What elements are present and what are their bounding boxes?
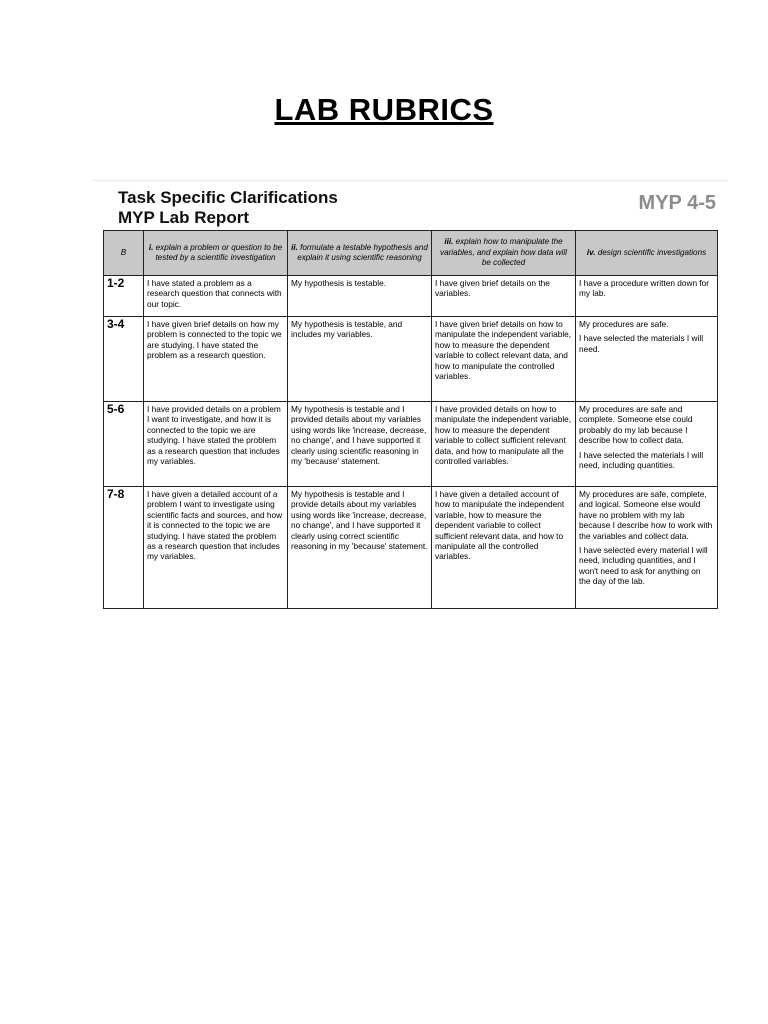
- criterion-number: iii.: [444, 237, 454, 247]
- rubric-header: [92, 180, 728, 228]
- descriptor-cell: My hypothesis is testable, and includes my variables.: [288, 317, 432, 402]
- descriptor-cell: I have given brief details on the variables.: [432, 276, 576, 317]
- band-label: 3-4: [104, 317, 144, 402]
- descriptor-cell: I have given brief details on how to manipulate the independent variable, how to measure the dependent variable to collect relevant data, and how to manipulate the controlled variables.: [432, 317, 576, 402]
- descriptor-cell: I have stated a problem as a research question that connects with our topic.: [144, 276, 288, 317]
- descriptor-cell: [576, 402, 718, 487]
- rubric-subtitle: MYP Lab Report: [118, 208, 249, 227]
- descriptor-cell: [576, 317, 718, 402]
- table-row: [104, 276, 718, 317]
- criterion-text: formulate a testable hypothesis and explain it using scientific reasoning: [297, 242, 428, 262]
- descriptor-cell: I have given brief details on how my problem is connected to the topic we are studying. I have stated the problem as a research question.: [144, 317, 288, 402]
- table-row: [104, 487, 718, 609]
- descriptor-text-extra: I have selected the materials I will need.: [579, 333, 704, 354]
- descriptor-text-extra: I have selected the materials I will need, including quantities.: [579, 449, 704, 471]
- table-row: [104, 317, 718, 402]
- rubric-title: Task Specific Clarifications: [118, 188, 338, 207]
- criterion-header: [288, 231, 432, 276]
- criterion-text: explain a problem or question to be tested by a scientific investigation: [155, 242, 283, 262]
- rubric-table: [103, 230, 718, 609]
- band-label: 5-6: [104, 402, 144, 487]
- table-row: [104, 402, 718, 487]
- descriptor-cell: My hypothesis is testable and I provided details about my variables using words like 'increase, decrease, no change', and I have supported it clearly using scientific reasoning in my 'because' statement.: [288, 402, 432, 487]
- criteria-header-row: [104, 231, 718, 276]
- criterion-header: [432, 231, 576, 276]
- descriptor-cell: I have given a detailed account of how to manipulate the independent variable, how to measure the dependent variable to collect sufficient relevant data, and how to manipulate all the controlled variables.: [432, 487, 576, 609]
- myp-level-label: MYP 4-5: [638, 192, 716, 214]
- criterion-header: [576, 231, 718, 276]
- descriptor-cell: I have provided details on a problem I want to investigate, and how it is connected to the topic we are studying. I have stated the problem as a research question that includes my variables.: [144, 402, 288, 487]
- descriptor-text: My procedures are safe.: [579, 319, 669, 329]
- descriptor-text: I have a procedure written down for my lab.: [579, 278, 710, 299]
- descriptor-cell: I have provided details on how to manipulate the independent variable, how to measure the dependent variable to collect sufficient relevant data, and how to manipulate all the controlled variables.: [432, 402, 576, 487]
- descriptor-text-extra: I have selected every material I will need, including quantities, and I won't need to ask for anything on the day of the lab.: [579, 545, 708, 587]
- band-label: 7-8: [104, 487, 144, 609]
- criterion-number: iv.: [586, 247, 596, 257]
- descriptor-text: My procedures are safe, complete, and logical. Someone else would have no problem with my lab because I describe how to work with the variables and collect data.: [579, 489, 713, 541]
- criterion-text: design scientific investigations: [597, 247, 707, 257]
- descriptor-cell: My hypothesis is testable.: [288, 276, 432, 317]
- descriptor-text: My procedures are safe and complete. Someone else could probably do my lab because I describe how to collect data.: [579, 404, 693, 446]
- descriptor-cell: [576, 276, 718, 317]
- descriptor-cell: [576, 487, 718, 609]
- criterion-number: i.: [148, 242, 154, 252]
- band-label: 1-2: [104, 276, 144, 317]
- page-title: LAB RUBRICS: [274, 92, 494, 127]
- descriptor-cell: My hypothesis is testable and I provide details about my variables using words like 'increase, decrease, no change', and I have supported it clearly using correct scientific reasoning in my 'because' statement.: [288, 487, 432, 609]
- rubric-image: [92, 180, 728, 620]
- descriptor-cell: I have given a detailed account of a problem I want to investigate using scientific facts and sources, and how it is connected to the topic we are studying. I have stated the problem as a research question that includes my variables.: [144, 487, 288, 609]
- criterion-text: explain how to manipulate the variables, and explain how data will be collected: [440, 237, 567, 268]
- criterion-letter: B: [104, 231, 144, 276]
- criterion-header: [144, 231, 288, 276]
- criterion-number: ii.: [291, 242, 298, 252]
